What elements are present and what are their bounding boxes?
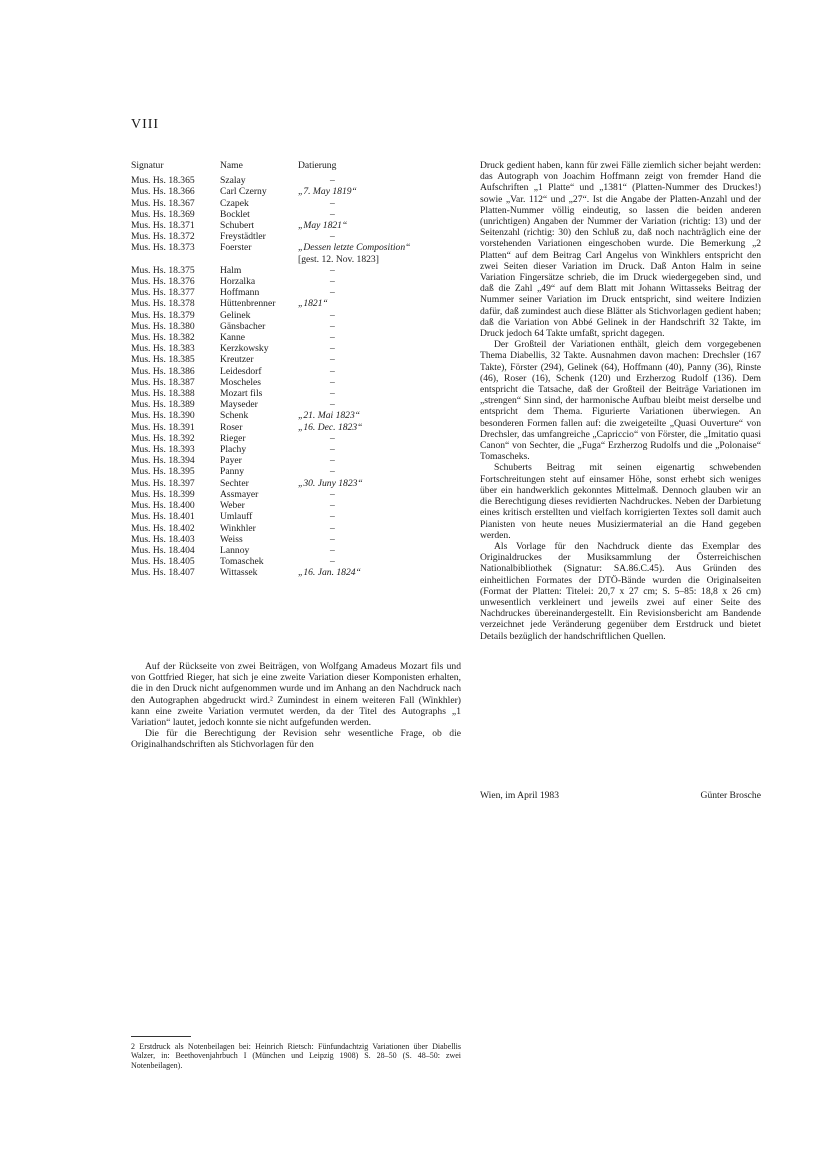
table-header	[131, 160, 461, 171]
cell-name: Leidesdorf	[220, 365, 262, 377]
cell-datierung-text: „16. Jan. 1824“	[298, 567, 361, 579]
cell-signatur: Mus. Hs. 18.387	[131, 376, 195, 388]
table-row	[131, 242, 461, 264]
table-row	[131, 198, 461, 209]
cell-signatur: Mus. Hs. 18.389	[131, 399, 195, 411]
cell-name: Bocklet	[220, 208, 250, 220]
header-signatur: Signatur	[131, 160, 164, 171]
cell-datierung-text: –	[330, 488, 335, 500]
table-row	[131, 220, 461, 231]
cell-datierung	[298, 478, 461, 489]
cell-datierung-text: –	[330, 511, 335, 523]
page-number: VIII	[131, 117, 160, 132]
cell-name: Freystädtler	[220, 231, 266, 243]
table-row	[131, 399, 461, 410]
cell-signatur: Mus. Hs. 18.388	[131, 388, 195, 400]
left-body-text	[131, 661, 461, 751]
cell-signatur: Mus. Hs. 18.394	[131, 455, 195, 467]
cell-signatur: Mus. Hs. 18.378	[131, 298, 195, 310]
cell-datierung	[298, 209, 461, 220]
cell-signatur: Mus. Hs. 18.371	[131, 220, 195, 232]
table-row	[131, 276, 461, 287]
cell-name: Kanne	[220, 332, 246, 344]
table-row	[131, 466, 461, 477]
paragraph: Als Vorlage für den Nachdruck diente das Exemplar des Originaldruckes der Musiksammlung der Österreichischen Nationalbibliothek (Signatur: SA.86.C.45). Aus Gründen des einheitlichen Formates der DTÖ-Bände wurden die Originalseiten (Format der Platten: Titelei: 20,7 x 27 cm; S. 5–85: 18,8 x 26 cm) unwesentlich verkleinert und jeweils zwei auf einer Seite des Nachdruckes übereinandergestellt. Ein Revisionsbericht am Bandende verzeichnet jede Veränderung gegenüber dem Erstdruck und bietet Details bezüglich der handschriftlichen Quellen.	[480, 540, 761, 642]
cell-datierung	[298, 444, 461, 455]
cell-name: Wittassek	[220, 567, 258, 579]
cell-name: Schubert	[220, 220, 255, 232]
cell-datierung	[298, 534, 461, 545]
table-row	[131, 186, 461, 197]
cell-datierung	[298, 343, 461, 354]
table-body	[131, 175, 461, 578]
table-row	[131, 354, 461, 365]
cell-name: Umlauff	[220, 511, 253, 523]
cell-datierung	[298, 366, 461, 377]
cell-signatur: Mus. Hs. 18.366	[131, 186, 195, 198]
cell-datierung	[298, 287, 461, 298]
table-row	[131, 377, 461, 388]
cell-name: Moscheles	[220, 376, 262, 388]
cell-name: Halm	[220, 264, 242, 276]
cell-name: Mozart fils	[220, 388, 263, 400]
cell-datierung	[298, 175, 461, 186]
table-row	[131, 500, 461, 511]
cell-name: Tomaschek	[220, 556, 264, 568]
cell-name: Szalay	[220, 175, 246, 187]
cell-datierung	[298, 433, 461, 444]
cell-datierung	[298, 500, 461, 511]
cell-datierung-text: –	[330, 544, 335, 556]
paragraph: Schuberts Beitrag mit seinen eigenartig schwebenden Fortschreitungen steht auf einsamer Höhe, sonst erhebt sich weniges über ein handwerklich gekonntes Mittelmaß. Dennoch glauben wir an die Berechtigung dieses revidierten Nachdruckes. Neben der Darbietung eines kritisch erstellten und vielfach korrigierten Textes soll damit auch Pianisten von heute neues Musiziermaterial an die Hand gegeben werden.	[480, 462, 761, 541]
cell-signatur: Mus. Hs. 18.395	[131, 466, 195, 478]
cell-datierung-text: „7. May 1819“	[298, 186, 357, 198]
cell-datierung-text: –	[330, 455, 335, 467]
cell-datierung	[298, 198, 461, 209]
cell-signatur: Mus. Hs. 18.399	[131, 488, 195, 500]
cell-datierung-text: –	[330, 432, 335, 444]
cell-datierung	[298, 298, 461, 309]
table-row	[131, 444, 461, 455]
table-row	[131, 478, 461, 489]
cell-datierung	[298, 231, 461, 242]
cell-datierung	[298, 410, 461, 421]
cell-signatur: Mus. Hs. 18.373	[131, 242, 195, 254]
table-row	[131, 545, 461, 556]
cell-name: Winkhler	[220, 522, 256, 534]
paragraph: Der Großteil der Variationen enthält, gleich dem vorgegebenen Thema Diabellis, 32 Takte. Ausnahmen davon machen: Drechsler (167 Takte), Förster (294), Gelinek (64), Hoffmann (40), Panny (36), Rinste (46), Roser (16), Schenk (120) und Erzherzog Rudolf (136). Dem entspricht die Tatsache, daß der Großteil der Beiträge Variationen im „strengen“ Sinn sind, der harmonische Aufbau bleibt meist derselbe und entspricht dem Thema. Figurierte Variationen überwiegen. An besonderen Formen fallen auf: die zweigeteilte „Quasi Ouverture“ von Drechsler, das umfangreiche „Capriccio“ von Förster, die „Imitatio quasi Canon“ von Sechter, die „Fuga“ Erzherzog Rudolfs und die „Polonaise“ Tomascheks.	[480, 339, 761, 463]
table-row	[131, 523, 461, 534]
cell-datierung	[298, 466, 461, 477]
cell-datierung	[298, 455, 461, 466]
cell-name: Gelinek	[220, 309, 251, 321]
cell-datierung-text: –	[330, 444, 335, 456]
cell-datierung	[298, 567, 461, 578]
cell-datierung	[298, 354, 461, 365]
right-body-text	[480, 160, 761, 642]
cell-name: Carl Czerny	[220, 186, 267, 198]
paragraph: Auf der Rückseite von zwei Beiträgen, von Wolfgang Amadeus Mozart fils und von Gottfried Rieger, hat sich je eine zweite Variation dieser Komponisten erhalten, die in den Druck nicht aufgenommen wurde und im Anhang an den Nachdruck nach den Autographen abgedruckt wird.² Zumindest in einem weiteren Fall (Winkhler) kann eine zweite Variation vermutet werden, da der Titel des Autographs „1 Variation“ lautet, jedoch konnte sie nicht aufgefunden werden.	[131, 661, 461, 729]
cell-name: Hoffmann	[220, 287, 260, 299]
cell-signatur: Mus. Hs. 18.375	[131, 264, 195, 276]
cell-datierung-text: –	[330, 231, 335, 243]
table-row	[131, 422, 461, 433]
header-name: Name	[220, 160, 243, 171]
cell-datierung	[298, 242, 461, 264]
table-row	[131, 556, 461, 567]
cell-signatur: Mus. Hs. 18.405	[131, 556, 195, 568]
cell-name: Sechter	[220, 477, 249, 489]
cell-datierung-text: –	[330, 466, 335, 478]
cell-datierung-text: –	[330, 388, 335, 400]
cell-signatur: Mus. Hs. 18.386	[131, 365, 195, 377]
cell-name: Rieger	[220, 432, 246, 444]
table-row	[131, 231, 461, 242]
paragraph: Die für die Berechtigung der Revision sehr wesentliche Frage, ob die Originalhandschriften als Stichvorlagen für den	[131, 728, 461, 751]
cell-datierung	[298, 377, 461, 388]
cell-signatur: Mus. Hs. 18.372	[131, 231, 195, 243]
cell-datierung	[298, 489, 461, 500]
table-row	[131, 310, 461, 321]
cell-name: Assmayer	[220, 488, 259, 500]
cell-datierung	[298, 388, 461, 399]
cell-name: Weiss	[220, 533, 243, 545]
table-row	[131, 209, 461, 220]
table-row	[131, 366, 461, 377]
cell-signatur: Mus. Hs. 18.407	[131, 567, 195, 579]
cell-datierung	[298, 321, 461, 332]
cell-datierung-text: –	[330, 320, 335, 332]
cell-name: Weber	[220, 500, 245, 512]
cell-signatur: Mus. Hs. 18.401	[131, 511, 195, 523]
paragraph: Druck gedient haben, kann für zwei Fälle ziemlich sicher bejaht werden: das Autograph von Joachim Hoffmann zeigt von fremder Hand die Aufschriften „1 Platte“ und „1381“ (Platten-Nummer des Druckes!) sowie „Var. 112“ und „27“. Ist die Angabe der Platten-Anzahl und der Platten-Nummer völlig eindeutig, so lassen die beiden anderen (unrichtigen) Angaben der Nummer der Variation (richtig: 13) und der Seitenzahl (richtig: 30) den Schluß zu, daß noch nachträglich eine der vorstehenden Variationen eingeschoben wurde. Die Bemerkung „2 Platten“ auf dem Beitrag Carl Angelus von Winkhlers entspricht den zwei Seiten dieser Variation im Druck. Daß Anton Halm in seine Variation Fingersätze schrieb, die im Druck wiedergegeben sind, und daß die Zahl „49“ auf dem Blatt mit Johann Wittasseks Beitrag der Nummer seiner Variation im Druck entspricht, sind weitere Indizien dafür, daß zumindest auch diese Blätter als Stichvorlagen gedient haben; daß die Variation von Abbé Gelinek in der Handschrift 32 Takte, im Druck jedoch 64 Takte umfaßt, spricht dagegen.	[480, 160, 761, 340]
cell-signatur: Mus. Hs. 18.385	[131, 354, 195, 366]
table-row	[131, 489, 461, 500]
cell-name: Panny	[220, 466, 244, 478]
cell-signatur: Mus. Hs. 18.397	[131, 477, 195, 489]
cell-datierung	[298, 332, 461, 343]
cell-name: Lannoy	[220, 544, 250, 556]
table-row	[131, 298, 461, 309]
cell-name: Kerzkowsky	[220, 343, 269, 355]
table-row	[131, 321, 461, 332]
cell-name: Kreutzer	[220, 354, 254, 366]
cell-signatur: Mus. Hs. 18.382	[131, 332, 195, 344]
cell-datierung	[298, 276, 461, 287]
table-row	[131, 175, 461, 186]
table-row	[131, 455, 461, 466]
cell-signatur: Mus. Hs. 18.379	[131, 309, 195, 321]
cell-datierung	[298, 523, 461, 534]
cell-signatur: Mus. Hs. 18.369	[131, 208, 195, 220]
table-row	[131, 332, 461, 343]
cell-datierung-text: –	[330, 556, 335, 568]
cell-datierung-text: –	[330, 354, 335, 366]
cell-signatur: Mus. Hs. 18.400	[131, 500, 195, 512]
cell-datierung-text: –	[330, 264, 335, 276]
cell-signatur: Mus. Hs. 18.367	[131, 197, 195, 209]
cell-datierung-text: „16. Dec. 1823“	[298, 421, 363, 433]
cell-datierung	[298, 422, 461, 433]
cell-signatur: Mus. Hs. 18.404	[131, 544, 195, 556]
cell-datierung	[298, 556, 461, 567]
cell-datierung	[298, 186, 461, 197]
table-row	[131, 567, 461, 578]
cell-name: Gänsbacher	[220, 320, 266, 332]
cell-name: Czapek	[220, 197, 249, 209]
cell-name: Plachy	[220, 444, 247, 456]
cell-datierung-text: –	[330, 175, 335, 187]
cell-datierung-text: –	[330, 276, 335, 288]
cell-datierung-note: [gest. 12. Nov. 1823]	[298, 253, 379, 265]
table-row	[131, 534, 461, 545]
cell-datierung-text: „30. Juny 1823“	[298, 477, 363, 489]
signoff	[480, 790, 761, 801]
cell-datierung-text: „Dessen letzte Composition“	[298, 242, 411, 254]
cell-datierung	[298, 511, 461, 522]
cell-datierung-text: –	[330, 287, 335, 299]
signature-table	[131, 160, 461, 579]
cell-name: Roser	[220, 421, 243, 433]
header-datierung: Datierung	[298, 160, 337, 171]
cell-datierung-text: –	[330, 208, 335, 220]
cell-datierung-text: –	[330, 522, 335, 534]
cell-datierung-text: –	[330, 197, 335, 209]
cell-name: Foerster	[220, 242, 252, 254]
cell-signatur: Mus. Hs. 18.377	[131, 287, 195, 299]
cell-signatur: Mus. Hs. 18.393	[131, 444, 195, 456]
cell-datierung	[298, 310, 461, 321]
table-row	[131, 287, 461, 298]
table-row	[131, 511, 461, 522]
cell-signatur: Mus. Hs. 18.403	[131, 533, 195, 545]
cell-datierung	[298, 399, 461, 410]
cell-name: Schenk	[220, 410, 249, 422]
cell-name: Horzalka	[220, 276, 256, 288]
table-row	[131, 388, 461, 399]
cell-datierung-text: –	[330, 500, 335, 512]
cell-signatur: Mus. Hs. 18.392	[131, 432, 195, 444]
cell-signatur: Mus. Hs. 18.402	[131, 522, 195, 534]
author-name: Günter Brosche	[700, 790, 761, 801]
table-row	[131, 433, 461, 444]
cell-datierung-text: –	[330, 399, 335, 411]
cell-datierung-text: „21. Mai 1823“	[298, 410, 361, 422]
cell-datierung-text: –	[330, 376, 335, 388]
table-row	[131, 343, 461, 354]
table-row	[131, 265, 461, 276]
cell-signatur: Mus. Hs. 18.380	[131, 320, 195, 332]
cell-datierung-text: –	[330, 309, 335, 321]
cell-name: Hüttenbrenner	[220, 298, 276, 310]
cell-signatur: Mus. Hs. 18.391	[131, 421, 195, 433]
cell-datierung-text: „1821“	[298, 298, 328, 310]
table-row	[131, 410, 461, 421]
cell-signatur: Mus. Hs. 18.390	[131, 410, 195, 422]
cell-datierung	[298, 220, 461, 231]
footnote-rule	[131, 1036, 191, 1037]
place-date: Wien, im April 1983	[480, 790, 560, 801]
cell-datierung-text: –	[330, 343, 335, 355]
cell-name: Payer	[220, 455, 242, 467]
cell-datierung-text: –	[330, 533, 335, 545]
cell-name: Mayseder	[220, 399, 258, 411]
cell-signatur: Mus. Hs. 18.383	[131, 343, 195, 355]
cell-datierung-text: „May 1821“	[298, 220, 348, 232]
footnote: 2 Erstdruck als Notenbeilagen bei: Heinrich Rietsch: Fünfundachtzig Variationen über Diabellis Walzer, in: Beethovenjahrbuch I (München und Leipzig 1908) S. 28–50 (S. 48–50: zwei Notenbeilagen).	[131, 1042, 461, 1070]
cell-datierung	[298, 545, 461, 556]
cell-datierung-text: –	[330, 332, 335, 344]
cell-datierung-text: –	[330, 365, 335, 377]
cell-datierung	[298, 265, 461, 276]
cell-signatur: Mus. Hs. 18.365	[131, 175, 195, 187]
cell-signatur: Mus. Hs. 18.376	[131, 276, 195, 288]
